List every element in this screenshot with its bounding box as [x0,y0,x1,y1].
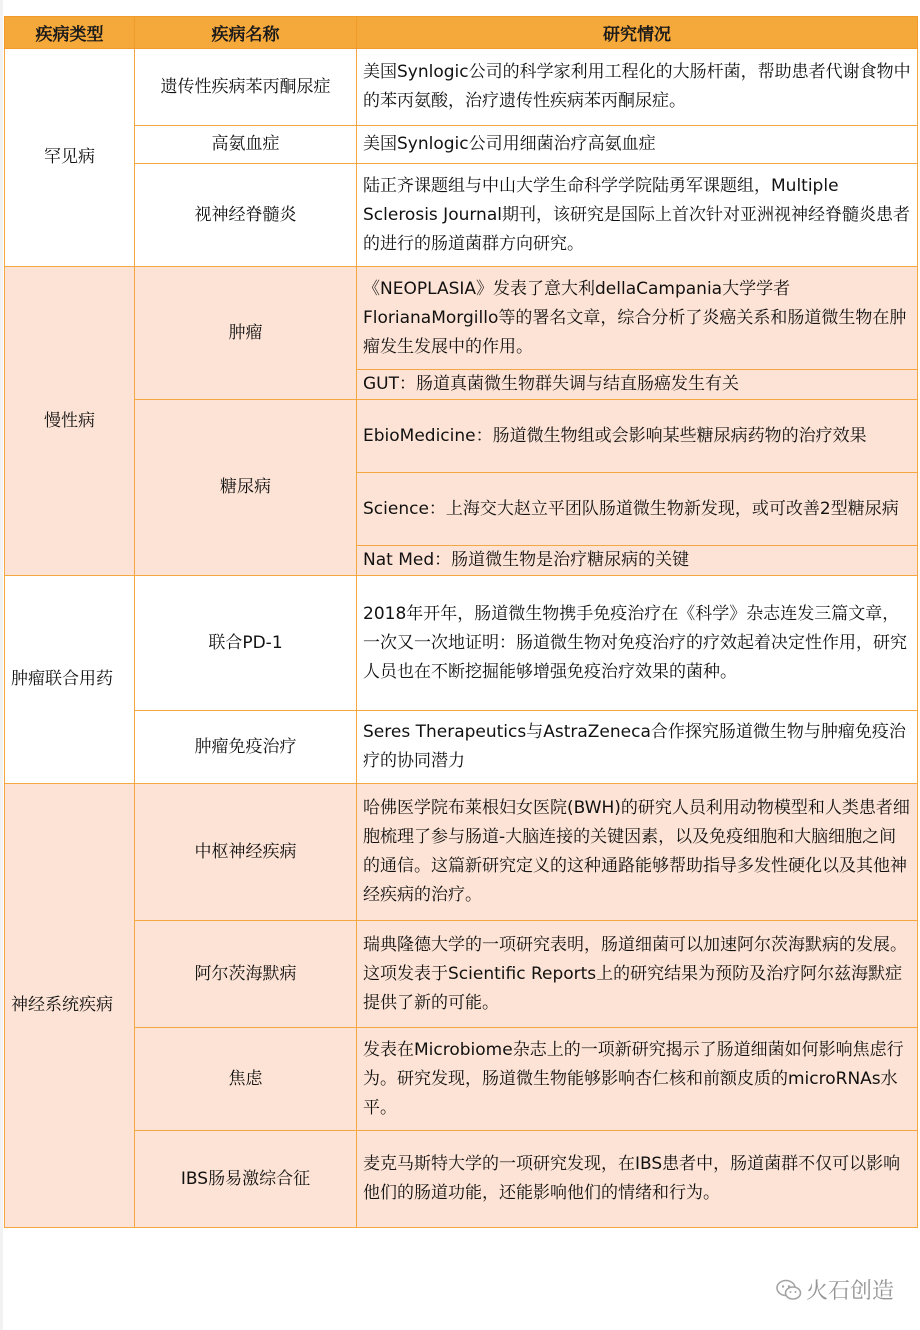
table-row [5,784,918,921]
name-cell: 联合PD-1 [135,576,357,711]
name-cell: 高氨血症 [135,126,357,164]
wechat-icon [776,1279,802,1301]
type-cell-rare: 罕见病 [5,49,135,267]
name-cell: 阿尔茨海默病 [135,921,357,1028]
name-cell: 遗传性疾病苯丙酮尿症 [135,49,357,126]
name-cell: 焦虑 [135,1028,357,1131]
left-edge-strip [0,0,3,1330]
name-cell: IBS肠易激综合征 [135,1131,357,1228]
table-row [5,126,918,164]
name-cell: 肿瘤免疫治疗 [135,711,357,784]
header-research-status: 研究情况 [357,17,918,49]
type-cell-combo: 肿瘤联合用药 [5,576,135,784]
table-row [5,921,918,1028]
table-row [5,1028,918,1131]
detail-cell: GUT：肠道真菌微生物群失调与结直肠癌发生有关 [357,370,918,400]
detail-cell: 美国Synlogic公司的科学家利用工程化的大肠杆菌，帮助患者代谢食物中的苯丙氨酸，治疗遗传性疾病苯丙酮尿症。 [357,49,918,126]
detail-cell: 陆正齐课题组与中山大学生命科学学院陆勇军课题组，Multiple Sclerosis Journal期刊，该研究是国际上首次针对亚洲视神经脊髓炎患者的进行的肠道菌群方向研究。 [357,164,918,267]
detail-cell: EbioMedicine：肠道微生物组或会影响某些糖尿病药物的治疗效果 [357,400,918,473]
table-row [5,164,918,267]
table-row [5,49,918,126]
type-cell-chronic: 慢性病 [5,267,135,576]
watermark [776,1274,894,1305]
detail-cell: Seres Therapeutics与AstraZeneca合作探究肠道微生物与肿瘤免疫治疗的协同潜力 [357,711,918,784]
table-row [5,400,918,473]
table-row [5,267,918,370]
table-row [5,711,918,784]
table-row [5,1131,918,1228]
type-cell-neuro: 神经系统疾病 [5,784,135,1228]
name-cell-diabetes: 糖尿病 [135,400,357,576]
name-cell-tumor: 肿瘤 [135,267,357,400]
watermark-text: 火石创造 [805,1279,894,1304]
header-disease-type: 疾病类型 [5,17,135,49]
detail-cell: 《NEOPLASIA》发表了意大利dellaCampania大学学者FlorianaMorgillo等的署名文章，综合分析了炎癌关系和肠道微生物在肿瘤发生发展中的作用。 [357,267,918,370]
detail-cell: 发表在Microbiome杂志上的一项新研究揭示了肠道细菌如何影响焦虑行为。研究发现，肠道微生物能够影响杏仁核和前额皮质的microRNAs水平。 [357,1028,918,1131]
name-cell: 中枢神经疾病 [135,784,357,921]
table-row [5,576,918,711]
name-cell: 视神经脊髓炎 [135,164,357,267]
research-table [4,16,918,1228]
detail-cell: Science：上海交大赵立平团队肠道微生物新发现，或可改善2型糖尿病 [357,473,918,546]
detail-cell: 麦克马斯特大学的一项研究发现，在IBS患者中，肠道菌群不仅可以影响他们的肠道功能，还能影响他们的情绪和行为。 [357,1131,918,1228]
detail-cell: Nat Med：肠道微生物是治疗糖尿病的关键 [357,546,918,576]
header-disease-name: 疾病名称 [135,17,357,49]
detail-cell: 瑞典隆德大学的一项研究表明，肠道细菌可以加速阿尔茨海默病的发展。这项发表于Scientific Reports上的研究结果为预防及治疗阿尔兹海默症提供了新的可能。 [357,921,918,1028]
detail-cell: 美国Synlogic公司用细菌治疗高氨血症 [357,126,918,164]
table-header-row [5,17,918,49]
detail-cell: 哈佛医学院布莱根妇女医院(BWH)的研究人员利用动物模型和人类患者细胞梳理了参与肠道-大脑连接的关键因素，以及免疫细胞和大脑细胞之间的通信。这篇新研究定义的这种通路能够帮助指导多发性硬化以及其他神经疾病的治疗。 [357,784,918,921]
detail-cell: 2018年开年，肠道微生物携手免疫治疗在《科学》杂志连发三篇文章，一次又一次地证明：肠道微生物对免疫治疗的疗效起着决定性作用，研究人员也在不断挖掘能够增强免疫治疗效果的菌种。 [357,576,918,711]
